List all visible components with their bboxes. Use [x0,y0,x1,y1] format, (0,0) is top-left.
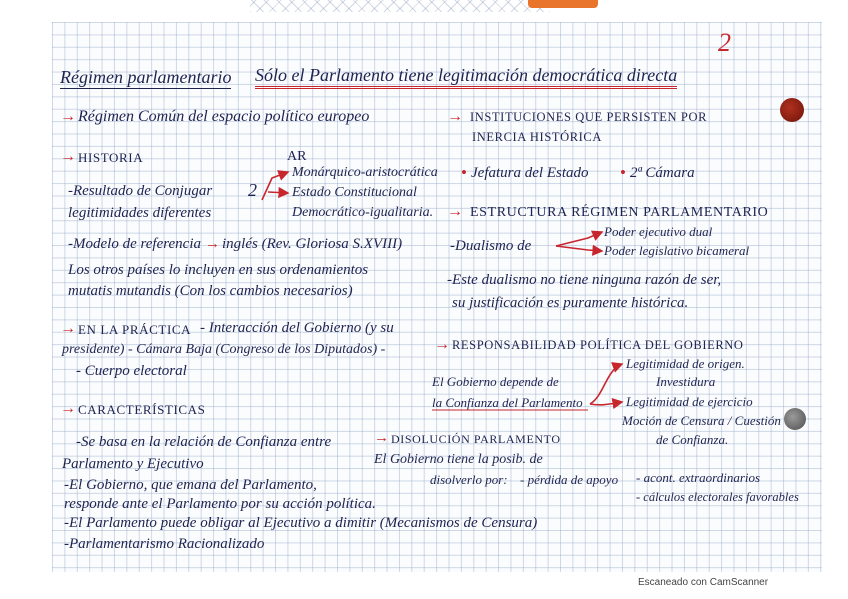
modelo-line: -Modelo de referencia [68,236,202,252]
disolucion-cause: - acont. extraordinarios [636,470,761,485]
caracteristicas-line: -Se basa en la relación de Confianza entre [76,434,332,450]
arrow-icon: → [60,108,76,125]
caracteristicas-line: responde ante el Parlamento por su acción política. [64,496,376,512]
instituciones-heading: INSTITUCIONES QUE PERSISTEN POR [470,110,708,124]
legitimidad-origen: Investidura [656,374,716,389]
caracteristicas-line: Parlamento y Ejecutivo [62,456,204,472]
binder-hole-gray [784,408,806,430]
arrow-icon: → [60,148,76,165]
disolucion-line: El Gobierno tiene la posib. de [374,452,543,467]
institucion-item: Jefatura del Estado [471,165,589,181]
ar-branch-item: Estado Constitucional [292,185,417,200]
legitimidad-ejercicio: de Confianza. [656,432,729,447]
title-statement: Sólo el Parlamento tiene legitimación democrática directa [255,66,677,89]
binder-hole-red [780,98,804,122]
page-number: 2 [718,28,731,57]
arrow-icon: → [434,336,450,353]
disolucion-heading: DISOLUCIÓN PARLAMENTO [391,432,561,446]
dualismo-item: Poder ejecutivo dual [604,224,713,239]
ar-branch-item: Monárquico-aristocrática [292,165,438,180]
scanner-watermark: Escaneado con CamScanner [638,577,769,588]
estructura-heading: ESTRUCTURA RÉGIMEN PARLAMENTARIO [470,205,769,220]
instituciones-heading: INERCIA HISTÓRICA [472,130,602,144]
dualismo-item: Poder legislativo bicameral [604,243,750,258]
next-page-pattern [250,0,550,12]
legitimidad-origen: Legitimidad de origen. [626,356,745,371]
practica-line: - Interacción del Gobierno (y su [200,320,394,336]
arrow-icon: → [205,236,220,252]
arrow-icon: → [374,430,389,446]
arrow-icon: → [447,203,463,220]
resultado-line: -Resultado de Conjugar [68,183,213,199]
bullet-icon: • [461,163,467,182]
otros-line: mutatis mutandis (Con los cambios necesarios) [68,283,353,299]
arrow-icon: → [447,108,463,125]
modelo-target: inglés (Rev. Gloriosa S.XVIII) [222,236,403,252]
otros-line: Los otros países lo incluyen en sus ordenamientos [68,262,369,278]
ar-label: AR [287,149,307,164]
arrow-icon: → [60,320,76,337]
legitimidad-ejercicio: Legitimidad de ejercicio [626,394,753,409]
confianza-line: El Gobierno depende de [432,374,559,389]
page-tab-decoration [528,0,598,8]
practica-line: - Cuerpo electoral [76,363,187,379]
practica-heading: EN LA PRÁCTICA [78,322,192,337]
responsabilidad-heading: RESPONSABILIDAD POLÍTICA DEL GOBIERNO [452,338,744,352]
disolucion-line: disolverlo por: [430,472,508,487]
disolucion-cause: - pérdida de apoyo [520,472,619,487]
arrow-icon: → [60,400,76,417]
confianza-line: la Confianza del Parlamento [432,395,583,410]
bullet-icon: • [620,163,626,182]
dualismo-note: su justificación es puramente histórica. [452,295,689,311]
regimen-comun-line: Régimen Común del espacio político europeo [78,108,370,125]
resultado-line: legitimidades diferentes [68,205,212,221]
caracteristicas-line: -El Parlamento puede obligar al Ejecutivo a dimitir (Mecanismos de Censura) [64,515,538,531]
resultado-number: 2 [248,180,257,200]
institucion-item: 2ª Cámara [630,165,695,181]
dualismo-label: -Dualismo de [450,238,532,254]
caracteristicas-line: -El Gobierno, que emana del Parlamento, [64,477,317,493]
practica-line: presidente) - Cámara Baja (Congreso de los Diputados) - [62,342,386,357]
caracteristicas-line: -Parlamentarismo Racionalizado [64,536,265,552]
page-title: Régimen parlamentario [60,67,232,87]
legitimidad-ejercicio: Moción de Censura / Cuestión [622,413,781,428]
ar-branch-item: Democrático-igualitaria. [292,205,434,220]
dualismo-note: -Este dualismo no tiene ninguna razón de ser, [447,272,722,288]
historia-heading: HISTORIA [78,150,144,165]
disolucion-cause: - cálculos electorales favorables [636,490,799,504]
caracteristicas-heading: CARACTERÍSTICAS [78,402,206,417]
